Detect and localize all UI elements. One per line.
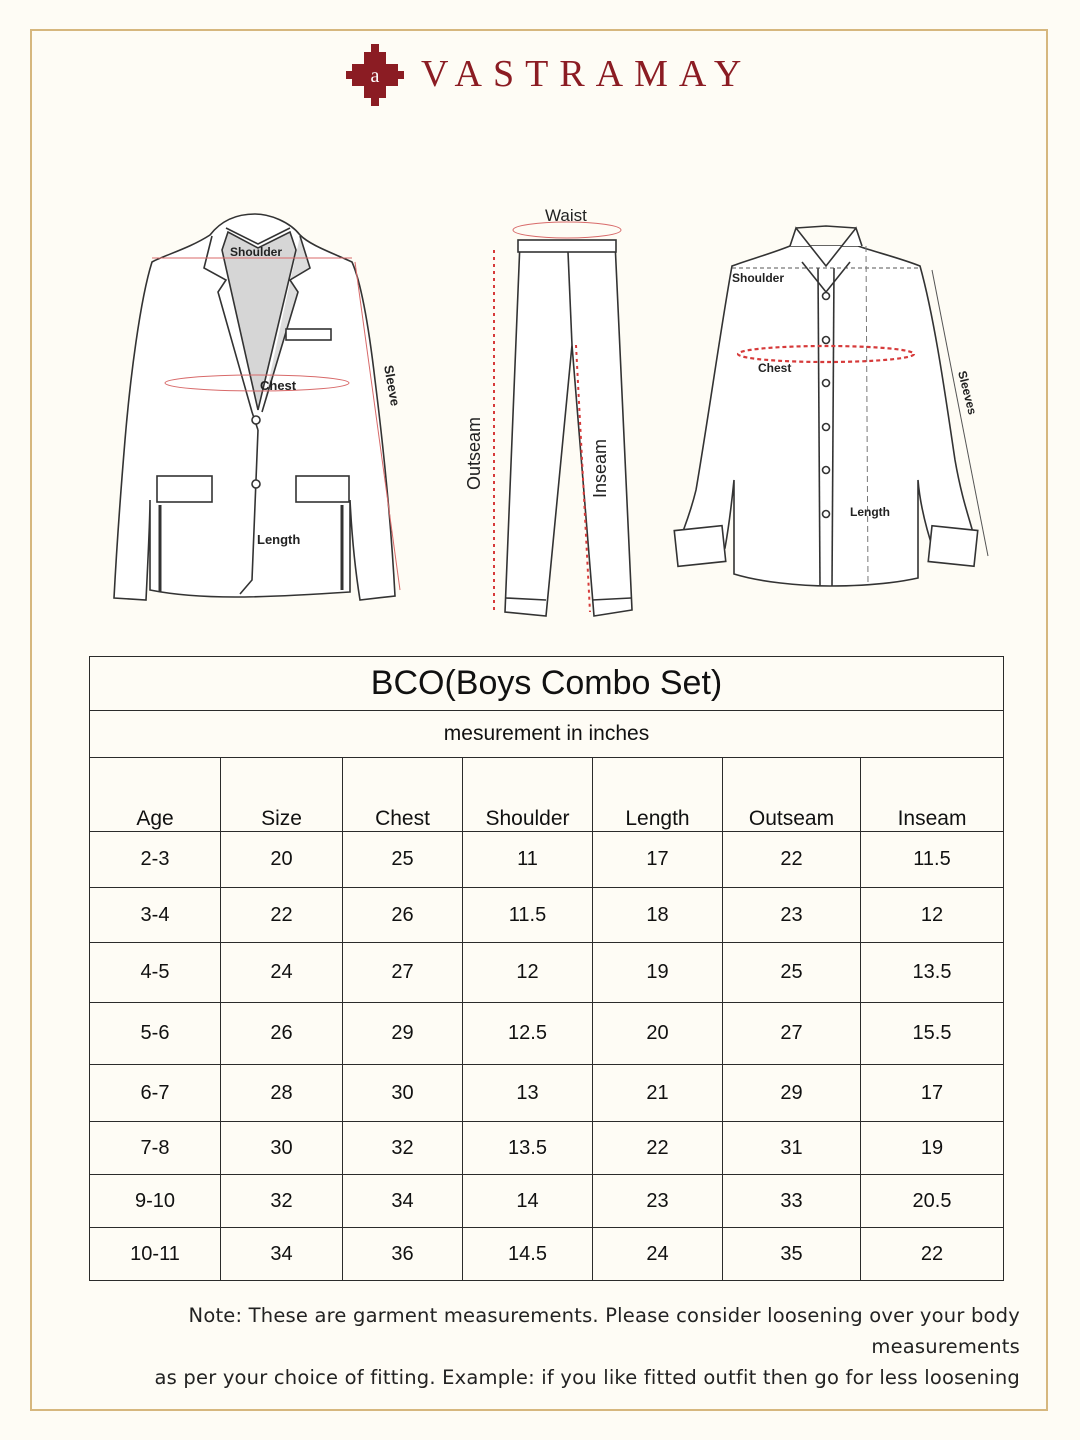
table-cell: 34 xyxy=(343,1175,463,1228)
table-cell: 17 xyxy=(593,832,723,888)
table-row xyxy=(90,888,1004,943)
table-cell: 20 xyxy=(221,832,343,888)
jacket-sleeve-label: Sleeve xyxy=(381,363,403,408)
svg-text:a: a xyxy=(370,65,380,87)
table-cell: 9-10 xyxy=(90,1175,221,1228)
table-row xyxy=(90,1065,1004,1122)
table-cell: 14 xyxy=(463,1175,593,1228)
table-row xyxy=(90,943,1004,1003)
table-row xyxy=(90,1122,1004,1175)
table-cell: 24 xyxy=(221,943,343,1003)
table-cell: 34 xyxy=(221,1228,343,1281)
table-cell: 23 xyxy=(723,888,861,943)
table-cell: 26 xyxy=(221,1003,343,1065)
table-row xyxy=(90,1003,1004,1065)
table-cell: 24 xyxy=(593,1228,723,1281)
jacket-chest-label: Chest xyxy=(260,378,297,393)
table-cell: 30 xyxy=(343,1065,463,1122)
table-cell: 22 xyxy=(723,832,861,888)
header-inseam: Inseam xyxy=(861,758,1004,832)
table-row xyxy=(90,832,1004,888)
jacket-length-label: Length xyxy=(257,532,301,547)
table-cell: 22 xyxy=(593,1122,723,1175)
table-cell: 20.5 xyxy=(861,1175,1004,1228)
table-title: BCO(Boys Combo Set) xyxy=(90,657,1004,711)
table-cell: 13.5 xyxy=(861,943,1004,1003)
table-cell: 32 xyxy=(343,1122,463,1175)
table-cell: 32 xyxy=(221,1175,343,1228)
pants-outseam-label: Outseam xyxy=(464,416,484,490)
table-cell: 12 xyxy=(463,943,593,1003)
table-cell: 29 xyxy=(343,1003,463,1065)
table-header-row xyxy=(90,758,1004,832)
table-cell: 11.5 xyxy=(463,888,593,943)
pants-illustration xyxy=(505,240,632,616)
jacket-shoulder-label: Shoulder xyxy=(230,245,283,259)
table-cell: 15.5 xyxy=(861,1003,1004,1065)
table-cell: 7-8 xyxy=(90,1122,221,1175)
table-cell: 19 xyxy=(593,943,723,1003)
size-chart-table xyxy=(89,656,1004,1281)
table-cell: 30 xyxy=(221,1122,343,1175)
table-cell: 36 xyxy=(343,1228,463,1281)
table-cell: 2-3 xyxy=(90,832,221,888)
table-cell: 25 xyxy=(723,943,861,1003)
table-cell: 6-7 xyxy=(90,1065,221,1122)
table-cell: 17 xyxy=(861,1065,1004,1122)
table-cell: 31 xyxy=(723,1122,861,1175)
table-cell: 35 xyxy=(723,1228,861,1281)
table-cell: 18 xyxy=(593,888,723,943)
table-cell: 14.5 xyxy=(463,1228,593,1281)
table-cell: 27 xyxy=(343,943,463,1003)
table-cell: 11.5 xyxy=(861,832,1004,888)
pants-inseam-label: Inseam xyxy=(590,438,610,498)
brand-name: VASTRAMAY xyxy=(421,53,753,95)
table-cell: 33 xyxy=(723,1175,861,1228)
shirt-shoulder-label: Shoulder xyxy=(732,271,785,285)
jacket-illustration xyxy=(114,214,395,600)
table-cell: 27 xyxy=(723,1003,861,1065)
table-cell: 3-4 xyxy=(90,888,221,943)
table-cell: 26 xyxy=(343,888,463,943)
table-cell: 28 xyxy=(221,1065,343,1122)
table-cell: 22 xyxy=(221,888,343,943)
header-length: Length xyxy=(593,758,723,832)
table-cell: 21 xyxy=(593,1065,723,1122)
table-row xyxy=(90,1175,1004,1228)
shirt-sleeves-label: Sleeves xyxy=(955,369,980,417)
table-cell: 13 xyxy=(463,1065,593,1122)
table-cell: 25 xyxy=(343,832,463,888)
fitting-note xyxy=(40,1300,1020,1393)
table-subtitle: mesurement in inches xyxy=(90,711,1004,758)
header-shoulder: Shoulder xyxy=(463,758,593,832)
header-age: Age xyxy=(90,758,221,832)
table-cell: 22 xyxy=(861,1228,1004,1281)
table-cell: 10-11 xyxy=(90,1228,221,1281)
header-outseam: Outseam xyxy=(723,758,861,832)
table-row xyxy=(90,1228,1004,1281)
table-cell: 29 xyxy=(723,1065,861,1122)
shirt-chest-label: Chest xyxy=(758,361,792,375)
header-size: Size xyxy=(221,758,343,832)
table-cell: 19 xyxy=(861,1122,1004,1175)
table-cell: 11 xyxy=(463,832,593,888)
shirt-illustration xyxy=(674,226,978,586)
table-cell: 13.5 xyxy=(463,1122,593,1175)
header-chest: Chest xyxy=(343,758,463,832)
fitting-note-line-2: as per your choice of fitting. Example: if you like fitted outfit then go for less loosening xyxy=(154,1366,1020,1389)
table-cell: 4-5 xyxy=(90,943,221,1003)
table-cell: 5-6 xyxy=(90,1003,221,1065)
table-cell: 12 xyxy=(861,888,1004,943)
table-cell: 23 xyxy=(593,1175,723,1228)
table-cell: 20 xyxy=(593,1003,723,1065)
fitting-note-line-1: Note: These are garment measurements. Please consider loosening over your body measurements xyxy=(188,1304,1020,1358)
pants-waist-label: Waist xyxy=(545,206,587,225)
table-cell: 12.5 xyxy=(463,1003,593,1065)
shirt-length-label: Length xyxy=(850,505,890,519)
